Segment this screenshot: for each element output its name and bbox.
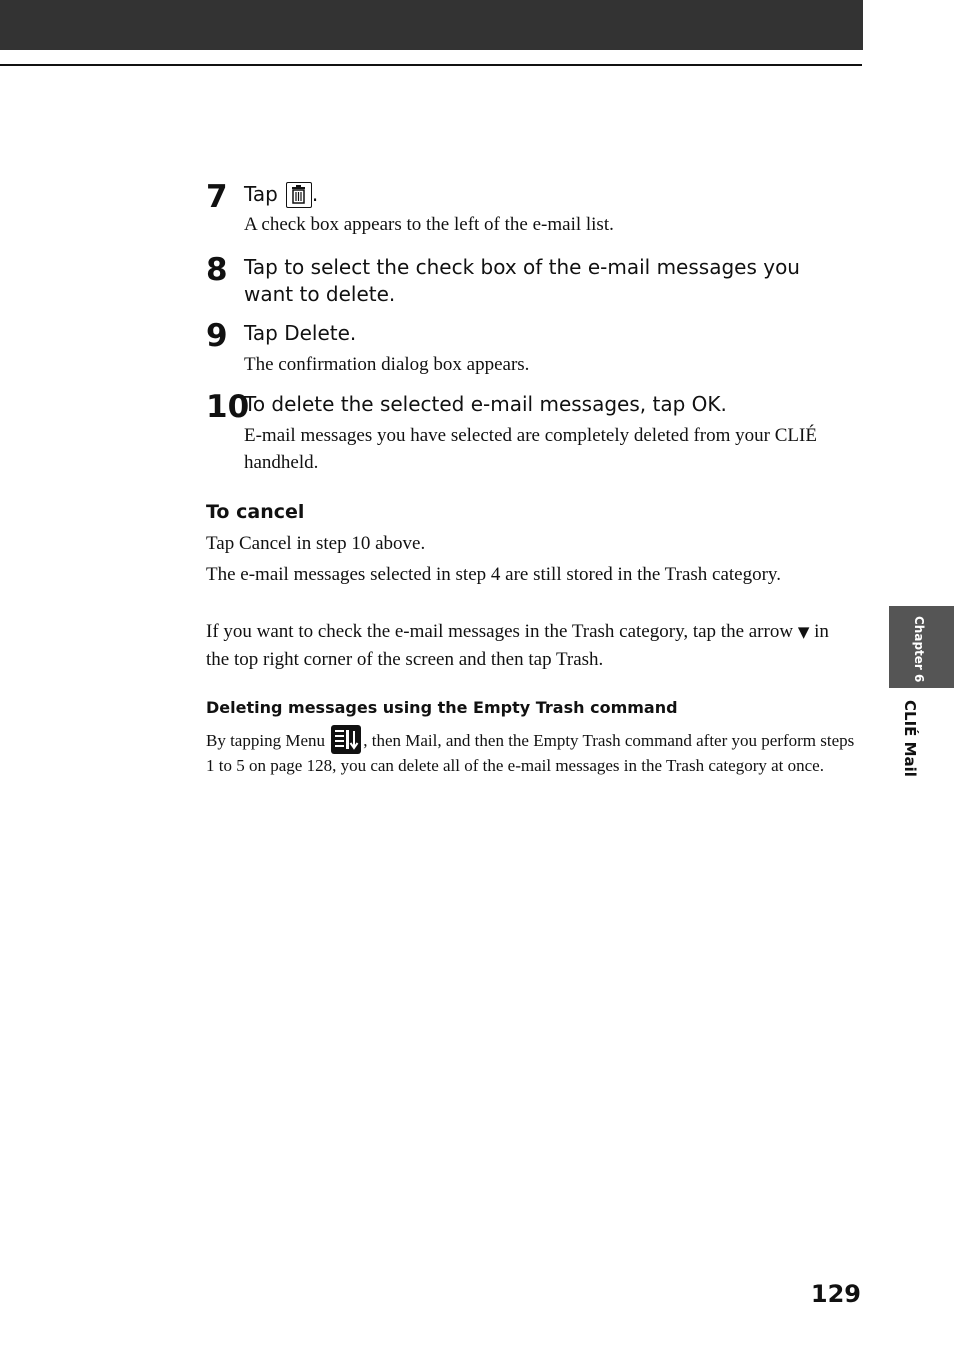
page-number: 129 [810, 1280, 861, 1308]
cancel-paragraph-1: Tap Cancel in step 10 above. [206, 533, 426, 554]
step-heading: To delete the selected e-mail messages, tap OK. [244, 392, 727, 416]
step-description: A check box appears to the left of the e-mail list. [244, 214, 614, 235]
header-rule [0, 64, 862, 66]
menu-icon [331, 725, 361, 754]
step-number: 8 [206, 252, 228, 288]
step-number: 7 [206, 179, 228, 215]
cancel-heading: To cancel [206, 501, 305, 523]
step-7 [206, 181, 846, 238]
step-heading: Tap Delete. [244, 321, 357, 345]
header-bar [0, 0, 863, 50]
step-9 [206, 320, 846, 378]
step-heading: Tap to select the check box of the e-mail messages you want to delete. [244, 255, 800, 306]
step-8 [206, 254, 846, 308]
empty-trash-paragraph: By tapping Menu , then Mail, and then the Empty Trash command after you perform steps 1 to 5 on page 128, you can delete all of the e-mail messages in the Trash category at once. [206, 725, 856, 778]
cancel-paragraph-3: If you want to check the e-mail messages in the Trash category, tap the arrow ▼ in the top right corner of the screen and then tap Trash. [206, 621, 829, 670]
empty-trash-heading: Deleting messages using the Empty Trash command [206, 698, 678, 717]
cancel-paragraph-2: The e-mail messages selected in step 4 are still stored in the Trash category. [206, 564, 781, 585]
arrow-down-icon: ▼ [797, 623, 810, 641]
chapter-label: Chapter 6 [912, 615, 926, 683]
trash-icon [286, 182, 312, 208]
section-label: CLIÉ Mail [901, 700, 919, 777]
step-10 [206, 391, 846, 476]
step-number: 9 [206, 318, 228, 354]
step-description: E-mail messages you have selected are completely deleted from your CLIÉ handheld. [244, 425, 817, 473]
step-description: The confirmation dialog box appears. [244, 354, 530, 375]
step-heading: Tap . [244, 182, 319, 206]
step-number: 10 [206, 389, 250, 425]
